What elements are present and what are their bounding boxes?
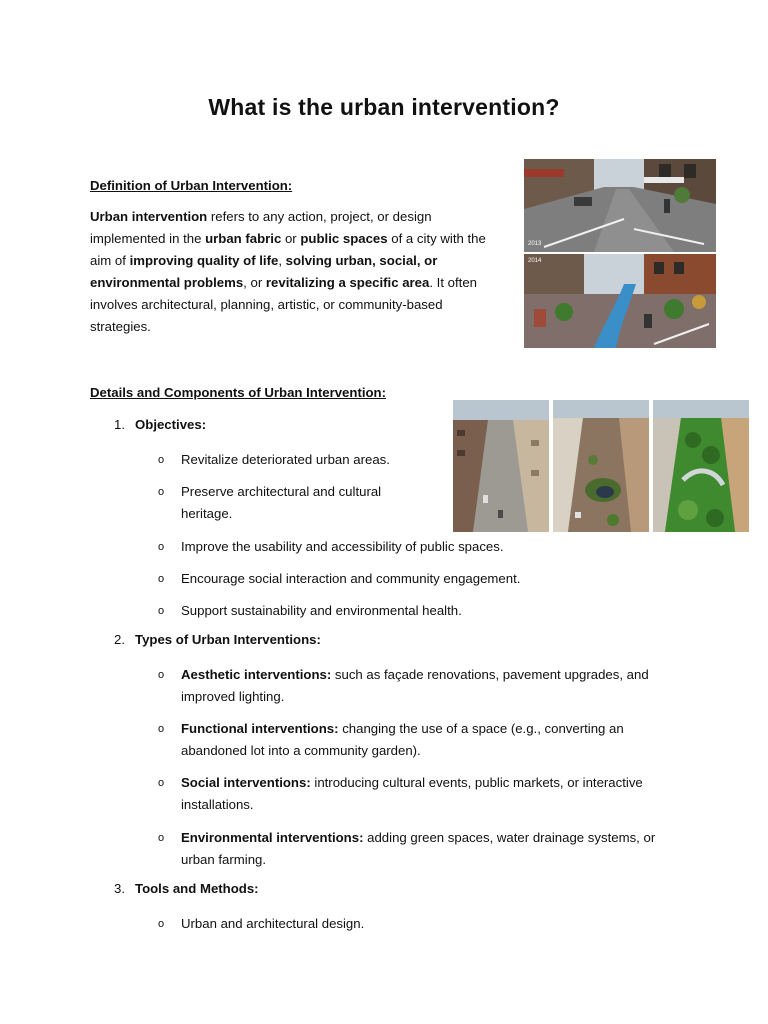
section-title: Tools and Methods: [135,881,259,896]
aerial-before-photo [453,400,549,532]
list-item-text [181,772,643,816]
list-item-line: installations. [181,797,254,812]
list-item-text [181,664,649,708]
list-item-text [181,536,504,558]
list-item-text [181,568,520,590]
list-item-text [181,827,655,871]
list-item-line: Support sustainability and environmental health. [181,603,462,618]
paragraph-line: environmental problems, or revitalizing a specific area. It often [90,275,478,290]
list-item-line: Preserve architectural and cultural [181,484,382,499]
paragraph-line: strategies. [90,319,151,334]
bullet-icon: o [158,918,165,930]
list-item [158,772,643,816]
list-item-line: heritage. [181,506,233,521]
list-item-line: improved lighting. [181,689,285,704]
section-heading [114,632,321,647]
list-item [158,568,520,590]
list-item [158,827,655,871]
list-item [158,449,390,471]
bullet-icon: o [158,486,165,498]
definition-heading: Definition of Urban Intervention: [90,178,293,193]
list-item [158,536,504,558]
bold-term: Functional interventions: [181,721,339,736]
aerial-transition-photo [553,400,649,532]
list-item-line: Social interventions: introducing cultural events, public markets, or interactive [181,775,643,790]
bold-term: public spaces [300,231,388,246]
list-item-line: Encourage social interaction and community engagement. [181,571,521,586]
bullet-icon: o [158,454,165,466]
bold-term: Social interventions: [181,775,311,790]
list-item-line: Urban and architectural design. [181,916,365,931]
list-item [158,481,381,525]
list-item-line: Functional interventions: changing the use of a space (e.g., converting an [181,721,624,736]
list-item-line: Improve the usability and accessibility of public spaces. [181,539,504,554]
bullet-icon: o [158,573,165,585]
section-number: 2. [114,632,125,647]
list-item-text [181,718,624,762]
list-item-text [181,481,381,525]
section-number: 3. [114,881,125,896]
bold-term: Urban intervention [90,209,208,224]
photo-year-bottom: 2014 [528,258,542,264]
section-title: Types of Urban Interventions: [135,632,321,647]
bold-term: environmental problems [90,275,244,290]
list-item-line: urban farming. [181,852,267,867]
list-item [158,664,649,708]
bold-term: solving urban, social, or [285,253,438,268]
list-item-text [181,600,462,622]
street-after-photo [524,254,716,348]
bullet-icon: o [158,723,165,735]
list-item [158,600,462,622]
definition-paragraph [90,206,510,338]
section-heading [114,881,259,896]
bold-term: revitalizing a specific area [265,275,430,290]
bold-term: improving quality of life [129,253,279,268]
bold-term: Aesthetic interventions: [181,667,332,682]
street-before-photo [524,159,716,252]
list-item-text [181,449,390,471]
paragraph-line: Urban intervention refers to any action, project, or design [90,209,432,224]
paragraph-line: implemented in the urban fabric or public spaces of a city with the [90,231,486,246]
bullet-icon: o [158,669,165,681]
bullet-icon: o [158,541,165,553]
aerial-after-photo [653,400,749,532]
bullet-icon: o [158,777,165,789]
list-item-line: Environmental interventions: adding green spaces, water drainage systems, or [181,830,656,845]
paragraph-line: aim of improving quality of life, solving urban, social, or [90,253,438,268]
section-number: 1. [114,417,125,432]
bullet-icon: o [158,605,165,617]
list-item-line: Revitalize deteriorated urban areas. [181,452,390,467]
page-title: What is the urban intervention? [208,94,560,120]
bullet-icon: o [158,832,165,844]
list-item [158,913,364,935]
bold-term: Environmental interventions: [181,830,364,845]
photo-year-top: 2013 [528,241,542,247]
list-item [158,718,624,762]
list-item-text [181,913,364,935]
list-item-line: abandoned lot into a community garden). [181,743,421,758]
section-heading [114,417,206,432]
details-heading: Details and Components of Urban Intervention: [90,385,387,400]
paragraph-line: involves architectural, planning, artistic, or community-based [90,297,443,312]
list-item-line: Aesthetic interventions: such as façade renovations, pavement upgrades, and [181,667,649,682]
section-title: Objectives: [135,417,207,432]
bold-term: urban fabric [205,231,282,246]
